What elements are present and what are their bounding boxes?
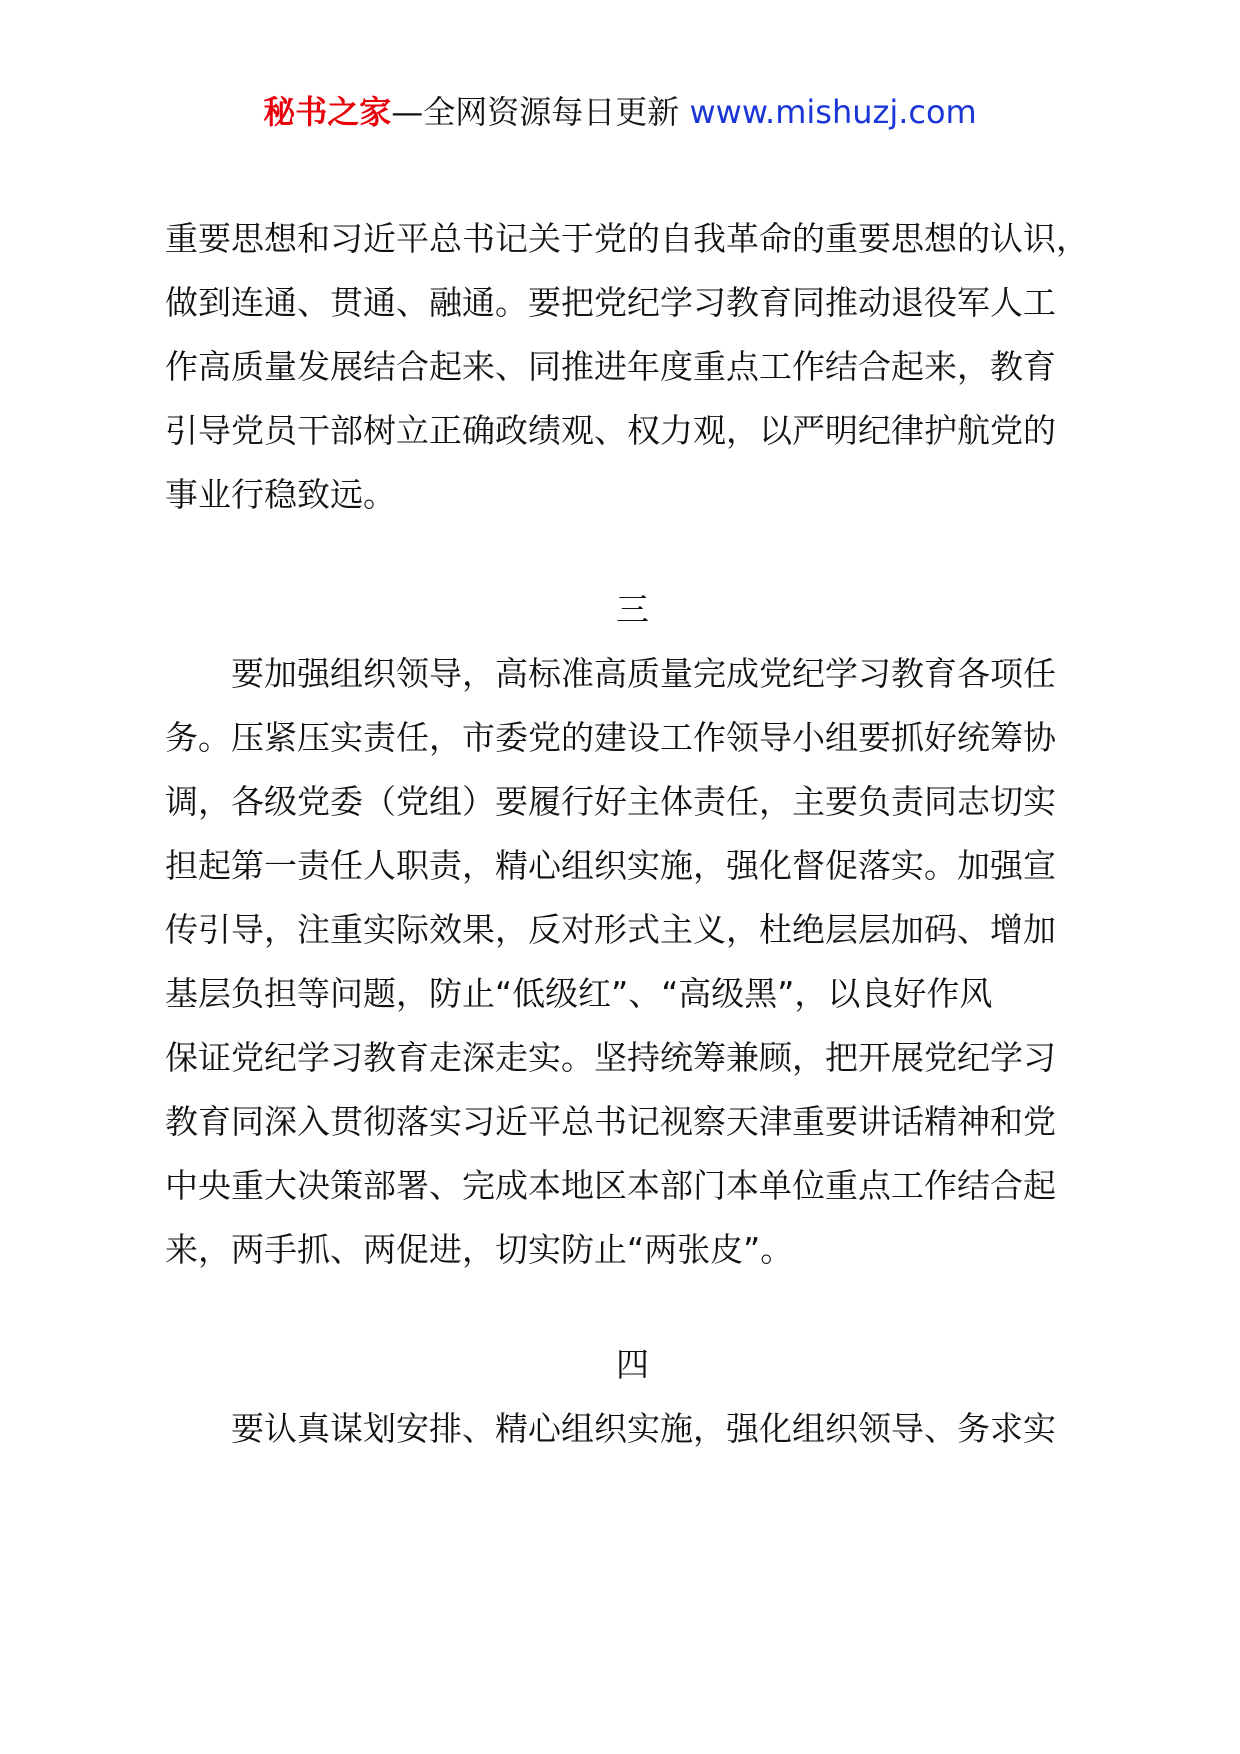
text-line: 重要思想和习近平总书记关于党的自我革命的重要思想的认识， — [165, 219, 1089, 258]
text-line: 传引导，注重实际效果，反对形式主义，杜绝层层加码、增加 — [165, 910, 1056, 949]
text-line: 调，各级党委（党组）要履行好主体责任，主要负责同志切实 — [165, 782, 1056, 821]
text-line: 务。压紧压实责任，市委党的建设工作领导小组要抓好统筹协 — [165, 718, 1056, 757]
section-heading-3: 三 — [616, 590, 649, 629]
paragraph-continued — [165, 207, 1100, 527]
text-line: 基层负担等问题，防止“低级红”、“高级黑”，以良好作风 — [165, 974, 993, 1013]
text-line: 引导党员干部树立正确政绩观、权力观，以严明纪律护航党的 — [165, 411, 1056, 450]
section-heading-4: 四 — [616, 1345, 649, 1384]
site-header — [0, 90, 1240, 134]
header-tagline: —全网资源每日更新 — [391, 93, 680, 131]
text-line: 要加强组织领导，高标准高质量完成党纪学习教育各项任 — [231, 654, 1056, 693]
document-body — [165, 207, 1100, 1461]
text-line: 担起第一责任人职责，精心组织实施，强化督促落实。加强宣 — [165, 846, 1056, 885]
text-line: 教育同深入贯彻落实习近平总书记视察天津重要讲话精神和党 — [165, 1102, 1056, 1141]
text-line: 做到连通、贯通、融通。要把党纪学习教育同推动退役军人工 — [165, 283, 1056, 322]
text-line: 事业行稳致远。 — [165, 475, 396, 514]
text-line: 作高质量发展结合起来、同推进年度重点工作结合起来，教育 — [165, 347, 1056, 386]
brand-name: 秘书之家 — [263, 93, 392, 131]
text-line: 保证党纪学习教育走深走实。坚持统筹兼顾，把开展党纪学习 — [165, 1038, 1056, 1077]
text-line: 来，两手抓、两促进，切实防止“两张皮”。 — [165, 1230, 794, 1269]
site-url-link[interactable]: www.mishuzj.com — [689, 93, 977, 131]
text-line: 要认真谋划安排、精心组织实施，强化组织领导、务求实 — [231, 1409, 1056, 1448]
section-3-paragraph — [165, 642, 1100, 1282]
text-line: 中央重大决策部署、完成本地区本部门本单位重点工作结合起 — [165, 1166, 1056, 1205]
section-4-paragraph — [165, 1397, 1100, 1461]
